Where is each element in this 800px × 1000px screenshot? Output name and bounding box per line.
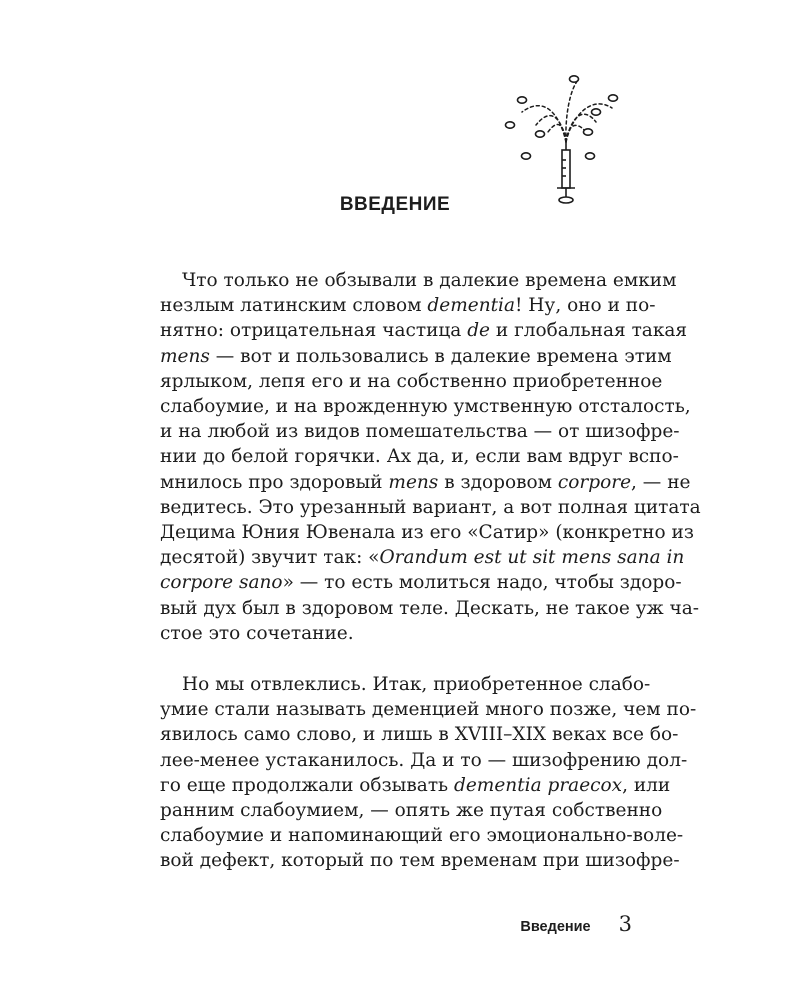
- italic-text: mens: [160, 345, 210, 367]
- paragraph: [160, 672, 697, 874]
- text-run: нии до белой горячки. Ах да, и, если вам вдруг вспо-: [160, 446, 679, 468]
- text-line: [160, 344, 672, 369]
- text-line: [160, 570, 682, 595]
- text-run: » — то есть молиться надо, чтобы здоро-: [282, 572, 682, 594]
- text-line: [160, 470, 691, 495]
- text-run: слабоумие, и на врожденную умственную отсталость,: [160, 396, 691, 418]
- italic-text: Orandum est ut sit mens sana in: [379, 547, 685, 569]
- text-line: [160, 722, 679, 747]
- text-run: , — не: [631, 471, 691, 493]
- text-line: [160, 773, 671, 798]
- text-line: [160, 444, 679, 469]
- text-run: явилось само слово, и лишь в XVIII–XIX веках все бо-: [160, 724, 679, 746]
- text-run: десятой) звучит так: «: [160, 547, 380, 569]
- text-line: [160, 848, 680, 873]
- text-line: [160, 293, 656, 318]
- syringe-fountain-icon: [500, 70, 630, 210]
- italic-text: mens: [388, 471, 439, 493]
- text-line: [160, 419, 680, 444]
- text-line: [160, 672, 651, 697]
- page-footer: [160, 912, 632, 936]
- italic-text: dementia: [427, 295, 515, 317]
- text-run: вый дух был в здоровом теле. Дескать, не такое уж ча-: [160, 597, 700, 619]
- text-run: незлым латинским словом: [160, 295, 428, 317]
- text-run: мнилось про здоровый: [160, 471, 389, 493]
- chapter-title: ВВЕДЕНИЕ: [339, 194, 451, 215]
- text-line: [160, 545, 685, 570]
- running-head: Введение: [520, 919, 591, 935]
- text-run: лее-менее устаканилось. Да и то — шизофрению дол-: [160, 749, 688, 771]
- italic-text: de: [467, 320, 490, 342]
- page-number: 3: [618, 912, 632, 936]
- text-line: [160, 596, 700, 621]
- text-run: слабоумие и напоминающий его эмоционально-воле-: [160, 825, 684, 847]
- text-line: [160, 394, 691, 419]
- text-run: Что только не обзывали в далекие времена емким: [182, 270, 677, 291]
- text-line: [160, 748, 688, 773]
- italic-text: corpore: [557, 471, 632, 493]
- body-text: [160, 268, 701, 874]
- text-run: стое это сочетание.: [160, 622, 354, 644]
- italic-text: dementia praecox: [454, 774, 623, 796]
- text-run: ярлыком, лепя его и на собственно приобретенное: [160, 370, 663, 392]
- text-line: [160, 697, 697, 722]
- text-run: умие стали называть деменцией много позже, чем по-: [160, 699, 697, 721]
- paragraph: [160, 268, 701, 646]
- text-run: ведитесь. Это урезанный вариант, а вот полная цитата: [160, 496, 701, 518]
- text-run: — вот и пользовались в далекие времена этим: [209, 345, 672, 367]
- text-run: вой дефект, который по тем временам при шизофре-: [160, 850, 680, 872]
- text-run: ранним слабоумием, — опять же путая собственно: [160, 800, 663, 822]
- text-line: [160, 369, 663, 394]
- text-run: Но мы отвлеклись. Итак, приобретенное слабо-: [182, 674, 651, 696]
- text-line: [160, 621, 632, 646]
- text-run: ! Ну, оно и по-: [514, 295, 656, 317]
- text-run: , или: [622, 774, 671, 796]
- text-run: в здоровом: [438, 471, 558, 493]
- text-line: [160, 495, 701, 520]
- text-run: го еще продолжали обзывать: [160, 774, 455, 796]
- text-run: Децима Юния Ювенала из его «Сатир» (конкретно из: [160, 522, 694, 544]
- italic-text: corpore sano: [160, 572, 283, 594]
- text-line: [160, 268, 677, 293]
- text-line: [160, 520, 694, 545]
- text-line: [160, 318, 688, 343]
- text-line: [160, 823, 684, 848]
- text-run: и глобальная такая: [490, 320, 688, 342]
- paragraph-gap: [160, 646, 632, 672]
- text-line: [160, 798, 663, 823]
- text-run: и на любой из видов помешательства — от шизофре-: [160, 421, 680, 443]
- text-run: нятно: отрицательная частица: [160, 320, 468, 342]
